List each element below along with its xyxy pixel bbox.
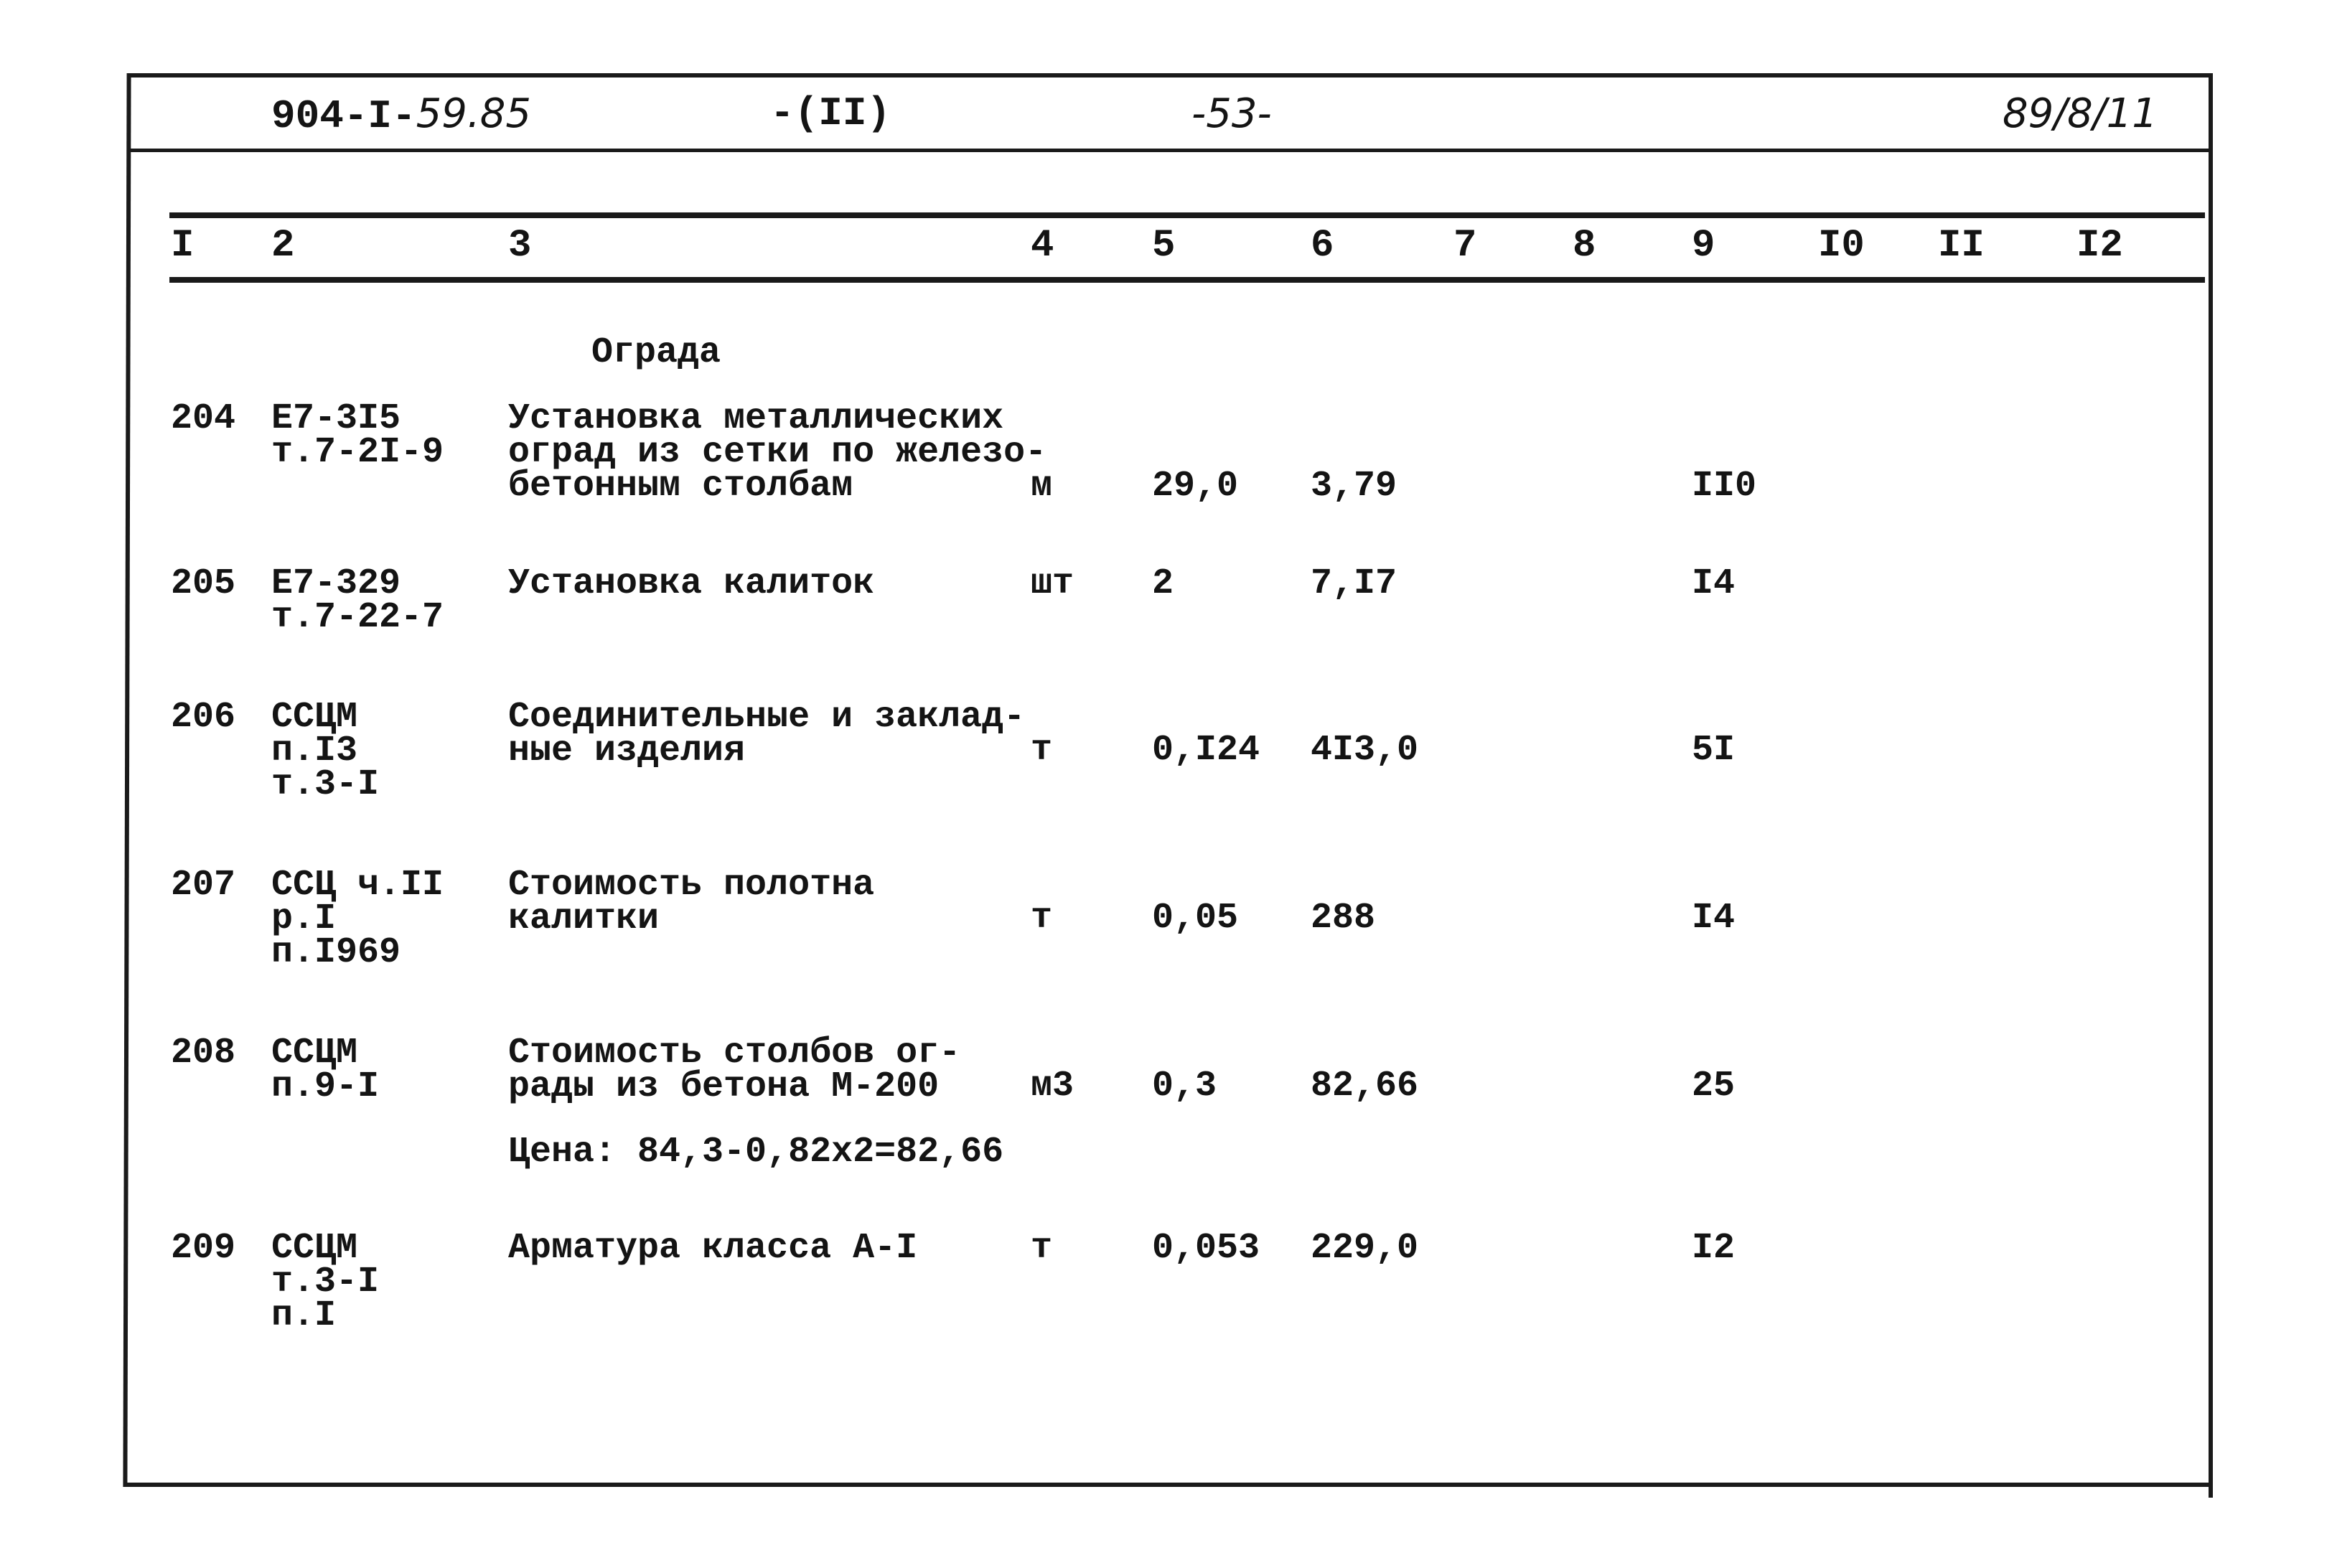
- column-number: II: [1938, 224, 1985, 268]
- row-unit: м: [1031, 466, 1053, 507]
- sheet-number: 89/8/11: [2003, 90, 2158, 137]
- row-quantity: 0,3: [1152, 1066, 1217, 1107]
- row-total: I4: [1692, 898, 1736, 939]
- row-total: II0: [1692, 466, 1757, 507]
- column-number: 6: [1311, 224, 1334, 268]
- column-number: 5: [1152, 224, 1176, 268]
- row-unit: т: [1031, 898, 1053, 939]
- row-quantity: 2: [1152, 563, 1174, 604]
- frame-top-border: [129, 73, 2213, 78]
- doc-code-handwritten: 59.85: [416, 90, 531, 137]
- column-number: 7: [1453, 224, 1477, 268]
- column-header-bottom-rule: [169, 277, 2205, 283]
- row-number: 207: [171, 865, 236, 906]
- doc-code-printed: 904-I-: [271, 93, 416, 139]
- row-quantity: 0,05: [1152, 898, 1239, 939]
- row-unit: шт: [1031, 563, 1074, 604]
- row-price: 4I3,0: [1311, 730, 1419, 771]
- row-description: Стоимость полотна калитки: [508, 865, 875, 939]
- row-description: Установка металлических оград из сетки по железо- бетонным столбам: [508, 398, 1047, 507]
- row-description: Установка калиток: [508, 563, 875, 604]
- row-price-note: Цена: 84,3-0,82х2=82,66: [508, 1132, 1004, 1173]
- row-number: 209: [171, 1228, 236, 1269]
- doc-code: [271, 90, 531, 139]
- row-quantity: 0,I24: [1152, 730, 1260, 771]
- row-number: 205: [171, 563, 236, 604]
- row-description: Стоимость столбов ог- рады из бетона М-200: [508, 1033, 961, 1107]
- column-number: 9: [1692, 224, 1715, 268]
- section-label: -(II): [770, 90, 891, 136]
- row-quantity: 29,0: [1152, 466, 1239, 507]
- row-description: Соединительные и заклад- ные изделия: [508, 697, 1026, 771]
- row-price: 229,0: [1311, 1228, 1419, 1269]
- row-price: 288: [1311, 898, 1376, 939]
- row-total: 25: [1692, 1066, 1736, 1107]
- column-number: I2: [2076, 224, 2123, 268]
- row-quantity: 0,053: [1152, 1228, 1260, 1269]
- row-code: Е7-3I5 т.7-2I-9: [271, 398, 444, 473]
- page-number: -53-: [1191, 90, 1272, 137]
- header-rule: [129, 149, 2213, 152]
- row-total: I2: [1692, 1228, 1736, 1269]
- row-total: 5I: [1692, 730, 1736, 771]
- column-number: 8: [1573, 224, 1596, 268]
- column-number: I: [171, 224, 195, 268]
- section-title: Ограда: [591, 332, 721, 373]
- frame-right-border: [2209, 73, 2213, 1498]
- column-header-top-rule: [169, 212, 2205, 218]
- row-number: 204: [171, 398, 236, 439]
- column-number: I0: [1818, 224, 1865, 268]
- row-price: 7,I7: [1311, 563, 1397, 604]
- row-price: 3,79: [1311, 466, 1397, 507]
- column-number: 2: [271, 224, 295, 268]
- row-description: Арматура класса А-I: [508, 1228, 918, 1269]
- row-code: ССЦМ п.9-I: [271, 1033, 380, 1107]
- row-code: ССЦМ п.I3 т.3-I: [271, 697, 380, 805]
- frame-bottom-border: [125, 1483, 2213, 1487]
- row-number: 206: [171, 697, 236, 738]
- row-code: ССЦМ т.3-I п.I: [271, 1228, 380, 1336]
- column-number: 4: [1031, 224, 1054, 268]
- row-code: ССЦ ч.II р.I п.I969: [271, 865, 444, 973]
- row-price: 82,66: [1311, 1066, 1419, 1107]
- row-total: I4: [1692, 563, 1736, 604]
- column-number: 3: [508, 224, 532, 268]
- frame-left-border: [123, 73, 131, 1487]
- row-unit: т: [1031, 730, 1053, 771]
- row-unit: т: [1031, 1228, 1053, 1269]
- row-number: 208: [171, 1033, 236, 1074]
- row-code: Е7-329 т.7-22-7: [271, 563, 444, 638]
- row-unit: м3: [1031, 1066, 1074, 1107]
